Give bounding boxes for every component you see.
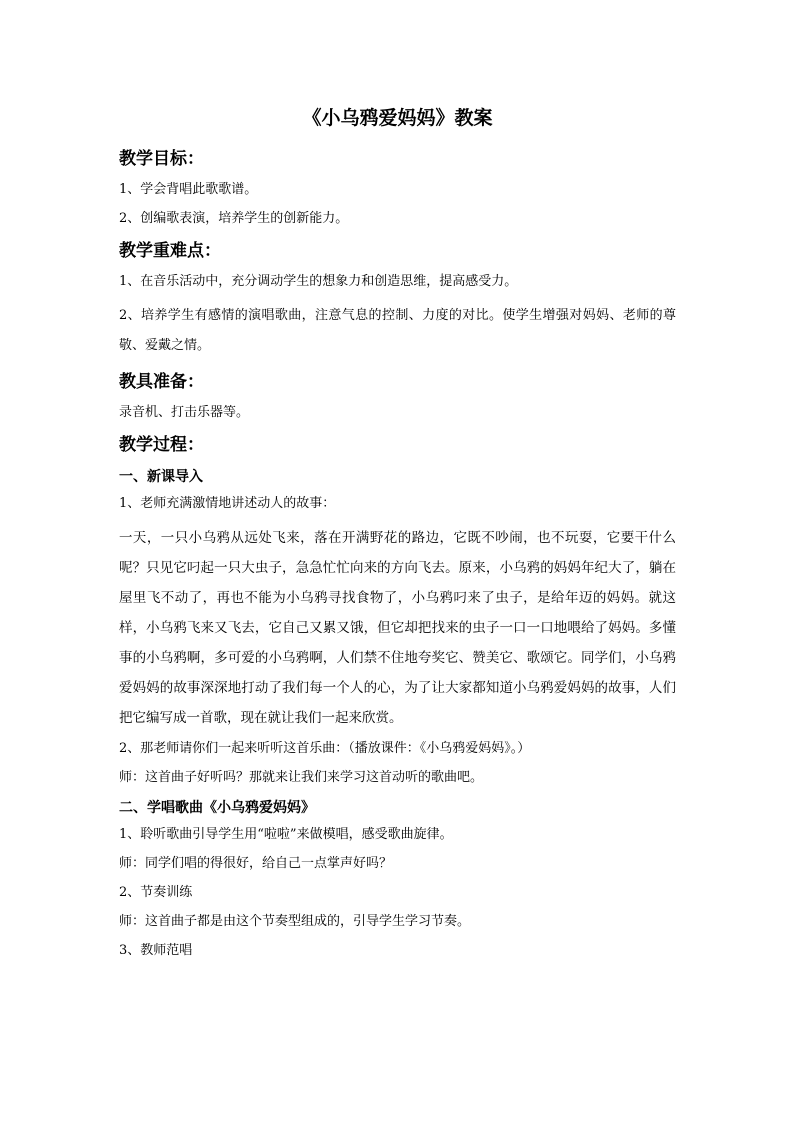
part1-teacher-line: 师：这首曲子好听吗？那就来让我们来学习这首动听的歌曲吧。 [119,770,484,785]
part2-heading: 二、学唱歌曲《小乌鸦爱妈妈》 [119,800,315,816]
process-heading: 教学过程： [119,435,204,455]
goals-heading: 教学目标： [119,149,204,169]
materials-text: 录音机、打击乐器等。 [119,405,250,420]
part1-intro: 1、老师充满激情地讲述动人的故事： [119,496,336,511]
part2-teacher-line: 师：同学们唱的得很好，给自己一点掌声好吗？ [119,856,393,871]
part2-step1: 1、聆听歌曲引导学生用“啦啦”来做模唱，感受歌曲旋律。 [119,827,453,842]
part2-step3: 3、教师范唱 [119,943,193,958]
part1-step2: 2、那老师请你们一起来听听这首乐曲：（播放课件：《小乌鸦爱妈妈》。） [119,741,531,756]
part2-step2: 2、节奏训练 [119,885,193,900]
story-paragraph: 一天，一只小乌鸦从远处飞来，落在开满野花的路边，它既不吵闹，也不玩耍，它要干什么呢？只见它叼起一只大虫子，急急忙忙向来的方向飞去。原来，小乌鸦的妈妈年纪大了，躺在屋里飞不动了，再也不能为小乌鸦寻找食物了，小乌鸦叼来了虫子，是给年迈的妈妈。就这样，小乌鸦飞来又飞去，它自己又累又饿，但它却把找来的虫子一口一口地喂给了妈妈。多懂事的小乌鸦啊，多可爱的小乌鸦啊，人们禁不住地夸奖它、赞美它、歌颂它。同学们，小乌鸦爱妈妈的故事深深地打动了我们每一个人的心，为了让大家都知道小乌鸦爱妈妈的故事，人们把它编写成一首歌，现在就让我们一起来欣赏。 [119,530,676,726]
key-points-heading: 教学重难点： [119,241,221,261]
document-content [119,104,676,970]
materials-heading: 教具准备： [119,372,204,392]
part1-heading: 一、新课导入 [119,469,203,485]
goal-item: 2、创编歌表演，培养学生的创新能力。 [119,211,349,226]
part2-teacher-line: 师：这首曲子都是由这个节奏型组成的，引导学生学习节奏。 [119,914,471,929]
key-point-item: 2、培养学生有感情的演唱歌曲，注意气息的控制、力度的对比。使学生增强对妈妈、老师的尊敬、爱戴之情。 [119,308,676,353]
goal-item: 1、学会背唱此歌歌谱。 [119,182,258,197]
page-title: 《小乌鸦爱妈妈》教案 [302,107,493,129]
key-point-item: 1、在音乐活动中，充分调动学生的想象力和创造思维，提高感受力。 [119,274,518,289]
